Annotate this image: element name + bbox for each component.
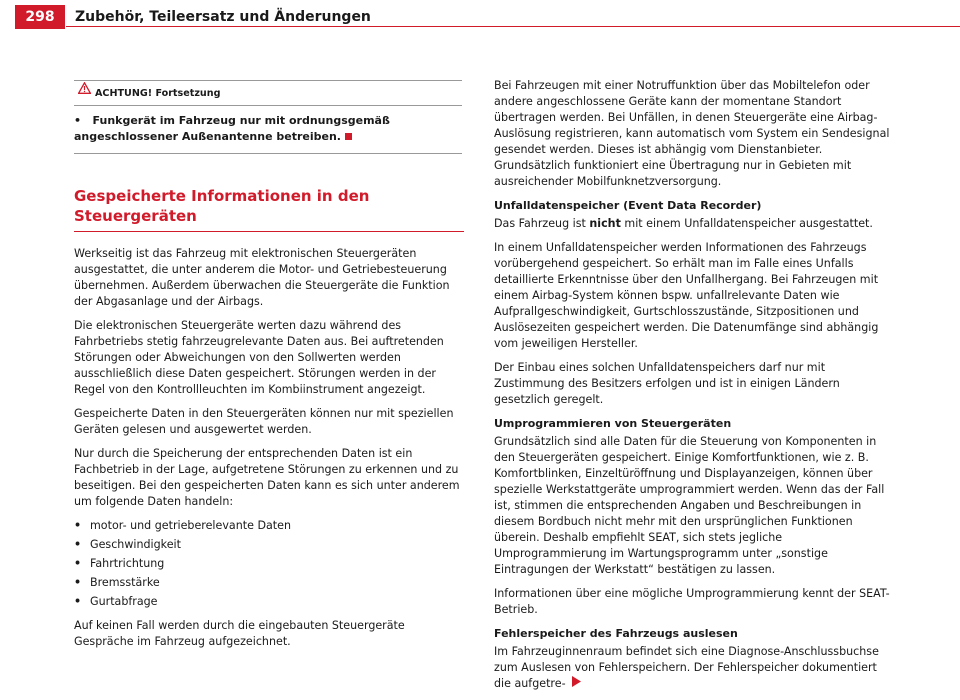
continue-arrow-icon: [572, 676, 581, 692]
warning-header: [74, 81, 462, 106]
bullet-icon: •: [74, 557, 82, 570]
warning-bullet: •: [74, 114, 82, 127]
list-item: • Gurtabfrage: [74, 595, 158, 608]
section-title: Gespeicherte Informationen in den Steuergeräten: [74, 186, 464, 232]
reprogramming-paragraph-2: Informationen über eine mögliche Umprogrammierung kennt der SEAT-Betrieb.: [494, 587, 890, 616]
section-paragraph-2: Die elektronischen Steuergeräte werten dazu während des Fahrbetriebs stetig fahrzeugrelevante Daten aus. Bei auftretenden Störungen oder Abweichungen von den Sollwerten werden ausschließlich diese Daten gespeichert. Störungen werden in der Regel von den Kontrollleuchten im Kombiinstrument angezeigt.: [74, 319, 444, 396]
section-paragraph-3: Gespeicherte Daten in den Steuergeräten können nur mit speziellen Geräten gelesen und ausgewertet werden.: [74, 407, 454, 436]
emergency-call-paragraph: Bei Fahrzeugen mit einer Notruffunktion über das Mobiltelefon oder andere angeschlossene Geräte kann der momentane Standort übertragen werden. Bei Unfällen, in denen Steuergeräte eine Airbag-Auslösung registrieren, kann automatisch vom System ein Sendesignal gesendet werden. Dieses ist abhängig vom Dienstanbieter. Grundsätzlich funktioniert eine Übertragung nur in Gebieten mit ausreichender Mobilfunknetzversorgung.: [494, 79, 890, 188]
edr-heading: Unfalldatenspeicher (Event Data Recorder): [494, 199, 762, 212]
edr-paragraph-1: Das Fahrzeug ist nicht mit einem Unfalldatenspeicher ausgestattet.: [494, 217, 873, 230]
list-item: • motor- und getrieberelevante Daten: [74, 519, 291, 532]
section-paragraph-4: Nur durch die Speicherung der entsprechenden Daten ist ein Fachbetrieb in der Lage, aufgetretene Störungen zu erkennen und zu beseitigen. Bei den gespeicherten Daten kann es sich unter anderem um folgende Daten handeln:: [74, 447, 460, 508]
left-column: [74, 80, 464, 658]
reprogramming-paragraph-1: Grundsätzlich sind alle Daten für die Steuerung von Komponenten in den Steuergeräten gespeichert. Einige Komfortfunktionen, wie z. B. Komfortblinken, Einzeltüröffnung und Displayanzeigen, können über spezielle Werkstattgeräte umprogrammiert werden. Wenn das der Fall ist, stimmen die entsprechenden Angaben und Beschreibungen in diesem Bordbuch nicht mehr mit den ursprünglichen Funktionen überein. Deshalb empfiehlt SEAT, sich stets jegliche Umprogrammierung im Wartungsprogramm unter „sonstige Eintragungen der Werkstatt“ bestätigen zu lassen.: [494, 435, 885, 576]
warning-title: ACHTUNG! Fortsetzung: [95, 88, 221, 99]
list-item: • Geschwindigkeit: [74, 538, 181, 551]
bullet-icon: •: [74, 576, 82, 589]
right-column: [494, 78, 890, 700]
warning-box: [74, 80, 462, 154]
end-of-section-icon: [345, 133, 352, 140]
bullet-icon: •: [74, 595, 82, 608]
section-closing: Auf keinen Fall werden durch die eingebauten Steuergeräte Gespräche im Fahrzeug aufgezeichnet.: [74, 619, 405, 648]
data-bullet-list: [74, 518, 464, 610]
warning-text: Funkgerät im Fahrzeug nur mit ordnungsgemäß angeschlossener Außenantenne betreiben.: [74, 114, 390, 143]
header-rule: [66, 26, 960, 27]
edr-paragraph-2: In einem Unfalldatenspeicher werden Informationen des Fahrzeugs vorübergehend gespeichert. So erhält man im Falle eines Unfalls detaillierte Erkenntnisse über den Unfallhergang. Bei Fahrzeugen mit einem Airbag-System können bspw. unfallrelevante Daten wie Aufprallgeschwindigkeit, Gurtschlosszustände, Sitzpositionen und Auslösezeiten gespeichert werden. Die Datenumfänge sind abhängig vom jeweiligen Hersteller.: [494, 241, 879, 350]
bullet-icon: •: [74, 519, 82, 532]
chapter-title: Zubehör, Teileersatz und Änderungen: [75, 9, 371, 25]
edr-paragraph-3: Der Einbau eines solchen Unfalldatenspeichers darf nur mit Zustimmung des Besitzers erfolgen und ist in einigen Ländern gesetzlich geregelt.: [494, 361, 840, 406]
page-number: 298: [15, 5, 65, 29]
list-item: • Bremsstärke: [74, 576, 160, 589]
list-item: • Fahrtrichtung: [74, 557, 165, 570]
fault-memory-heading: Fehlerspeicher des Fahrzeugs auslesen: [494, 627, 738, 640]
reprogramming-heading: Umprogrammieren von Steuergeräten: [494, 417, 732, 430]
warning-body: [74, 106, 462, 153]
section-paragraph-1: Werkseitig ist das Fahrzeug mit elektronischen Steuergeräten ausgestattet, die unter anderem die Motor- und Getriebesteuerung übernehmen. Außerdem überwachen die Steuergeräte die Funktion der Abgasanlage und der Airbags.: [74, 247, 450, 308]
page-header: [0, 0, 960, 34]
bullet-icon: •: [74, 538, 82, 551]
warning-triangle-icon: [78, 80, 91, 104]
fault-memory-paragraph: Im Fahrzeuginnenraum befindet sich eine Diagnose-Anschlussbuchse zum Auslesen von Fehlerspeichern. Der Fehlerspeicher dokumentiert die aufgetre-: [494, 645, 879, 690]
